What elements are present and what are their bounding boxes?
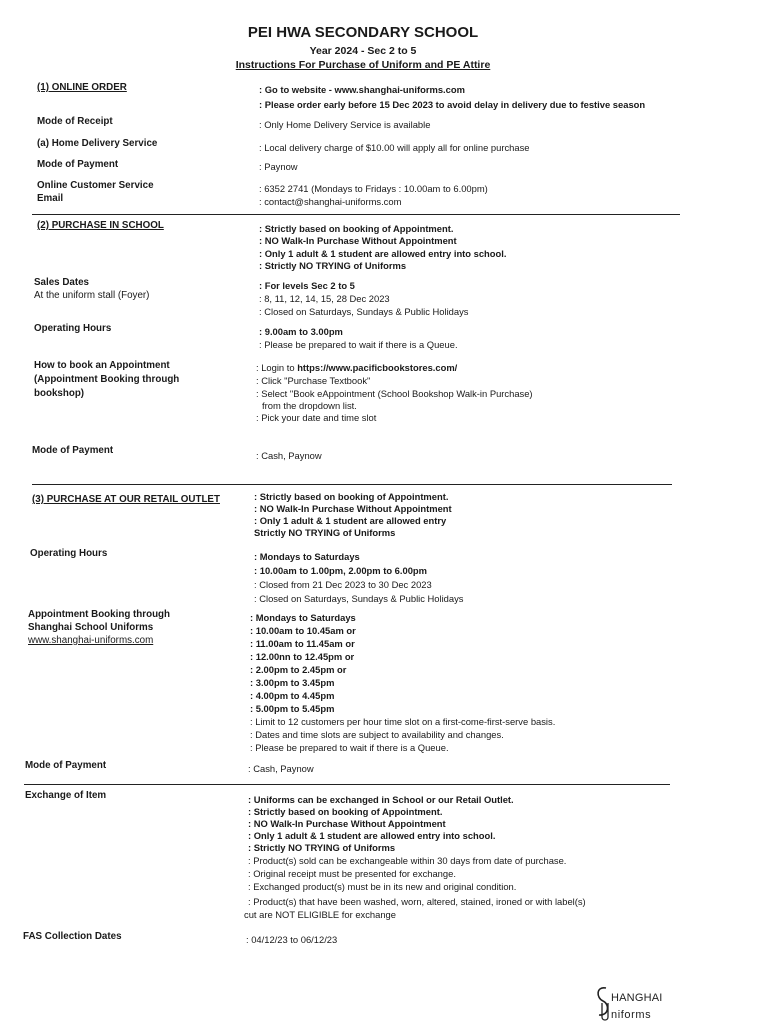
book-login-line [256,362,457,375]
page-title: PEI HWA SECONDARY SCHOOL [247,24,479,41]
logo-text-hanghai: HANGHAI [611,992,663,1004]
retail-hours-label: Operating Hours [30,548,108,559]
retail-note: : Dates and time slots are subject to availability and changes. [250,729,504,740]
exchange-condition: : Product(s) sold can be exchangeable within 30 days from date of purchase. [248,855,567,866]
retail-closed-weekends: : Closed on Saturdays, Sundays & Public Holidays [254,593,464,604]
shanghai-uniforms-link[interactable]: www.shanghai-uniforms.com [28,635,154,646]
book-login-prefix: : Login to [256,362,298,373]
exchange-condition: : Original receipt must be presented for exchange. [248,868,456,879]
logo-s-glyph [598,988,607,1015]
school-hours-label: Operating Hours [34,323,112,334]
purchase-in-school-heading: (2) PURCHASE IN SCHOOL [37,220,164,231]
mode-of-receipt-label: Mode of Receipt [37,116,113,127]
time-slot: : 2.00pm to 2.45pm or [250,664,347,675]
exchange-rule: : NO Walk-In Purchase Without Appointment [248,818,446,829]
retail-rule: : NO Walk-In Purchase Without Appointment [254,503,452,514]
school-rule: : Only 1 adult & 1 student are allowed entry into school. [259,248,507,259]
time-slot: : 3.00pm to 3.45pm [250,677,335,688]
customer-service-label: Online Customer Service [37,180,154,191]
book-appointment-label: How to book an Appointment [34,360,170,371]
fas-collection-label: FAS Collection Dates [23,931,122,942]
retail-payment-label: Mode of Payment [25,760,107,771]
sales-closed-note: : Closed on Saturdays, Sundays & Public Holidays [259,306,469,317]
exchange-label: Exchange of Item [25,790,107,801]
divider [32,214,680,215]
sales-dates-value: : 8, 11, 12, 14, 15, 28 Dec 2023 [259,293,390,304]
exchange-condition: cut are NOT ELIGIBLE for exchange [244,909,396,920]
divider [32,484,672,485]
sales-levels: : For levels Sec 2 to 5 [259,280,355,291]
online-payment-value: : Paynow [259,161,298,172]
book-step: : Pick your date and time slot [256,412,377,423]
sales-dates-sublabel: At the uniform stall (Foyer) [34,290,150,301]
retail-hours-time: : 10.00am to 1.00pm, 2.00pm to 6.00pm [254,565,427,576]
home-delivery-value: : Local delivery charge of $10.00 will apply all for online purchase [259,142,530,153]
customer-service-phone: : 6352 2741 (Mondays to Fridays : 10.00am to 6.00pm) [259,183,488,194]
book-step: : Click "Purchase Textbook" [256,375,371,386]
time-slot: : 10.00am to 10.45am or [250,625,356,636]
appointment-days: : Mondays to Saturdays [250,612,356,623]
exchange-rule: : Strictly based on booking of Appointment. [248,806,443,817]
sales-dates-label: Sales Dates [34,277,90,288]
book-appointment-label: (Appointment Booking through [34,374,180,385]
time-slot: : 12.00nn to 12.45pm or [250,651,355,662]
book-step: : Select "Book eAppointment (School Bookshop Walk-in Purchase) [256,388,533,399]
shanghai-uniforms-logo [594,984,674,1022]
retail-rule: : Only 1 adult & 1 student are allowed entry [254,515,447,526]
school-queue-note: : Please be prepared to wait if there is a Queue. [259,339,458,350]
retail-outlet-heading: (3) PURCHASE AT OUR RETAIL OUTLET [32,494,220,505]
online-order-heading: (1) ONLINE ORDER [37,82,127,93]
school-rule: : Strictly NO TRYING of Uniforms [259,260,407,271]
online-payment-label: Mode of Payment [37,159,119,170]
fas-collection-dates: : 04/12/23 to 06/12/23 [246,934,338,945]
instructions-subtitle: Instructions For Purchase of Uniform and PE Attire [235,59,491,71]
retail-note: : Limit to 12 customers per hour time slot on a first-come-first-serve basis. [250,716,556,727]
retail-payment-value: : Cash, Paynow [248,763,314,774]
retail-closed-dates: : Closed from 21 Dec 2023 to 30 Dec 2023 [254,579,432,590]
retail-hours-days: : Mondays to Saturdays [254,551,360,562]
school-rule: : Strictly based on booking of Appointment. [259,223,454,234]
online-early-order-line: : Please order early before 15 Dec 2023 to avoid delay in delivery due to festive season [259,99,646,110]
school-hours-value: : 9.00am to 3.00pm [259,326,343,337]
customer-service-email: : contact@shanghai-uniforms.com [259,196,402,207]
online-website-line: : Go to website - www.shanghai-uniforms.com [259,84,465,95]
customer-email-label: Email [37,193,64,204]
time-slot: : 11.00am to 11.45am or [250,638,355,649]
school-rule: : NO Walk-In Purchase Without Appointment [259,235,457,246]
exchange-rule: : Uniforms can be exchanged in School or our Retail Outlet. [248,794,514,805]
retail-appointment-label: Shanghai School Uniforms [28,622,154,633]
mode-of-receipt-value: : Only Home Delivery Service is available [259,119,431,130]
divider [24,784,670,785]
time-slot: : 4.00pm to 4.45pm [250,690,335,701]
school-payment-label: Mode of Payment [32,445,114,456]
retail-rule: Strictly NO TRYING of Uniforms [254,527,396,538]
logo-text-niforms: niforms [611,1009,652,1021]
year-subtitle: Year 2024 - Sec 2 to 5 [309,45,417,57]
exchange-condition: : Exchanged product(s) must be in its new and original condition. [248,881,517,892]
book-step: from the dropdown list. [262,400,357,411]
exchange-condition: : Product(s) that have been washed, worn, altered, stained, ironed or with label(s) [248,896,586,907]
retail-appointment-label: Appointment Booking through [28,609,171,620]
exchange-rule: : Only 1 adult & 1 student are allowed entry into school. [248,830,496,841]
retail-note: : Please be prepared to wait if there is a Queue. [250,742,449,753]
school-payment-value: : Cash, Paynow [256,450,322,461]
retail-rule: : Strictly based on booking of Appointment. [254,491,449,502]
pacific-bookstores-link[interactable]: https://www.pacificbookstores.com/ [297,362,458,373]
book-appointment-label: bookshop) [34,388,85,399]
home-delivery-label: (a) Home Delivery Service [37,138,158,149]
time-slot: : 5.00pm to 5.45pm [250,703,335,714]
exchange-rule: : Strictly NO TRYING of Uniforms [248,842,396,853]
